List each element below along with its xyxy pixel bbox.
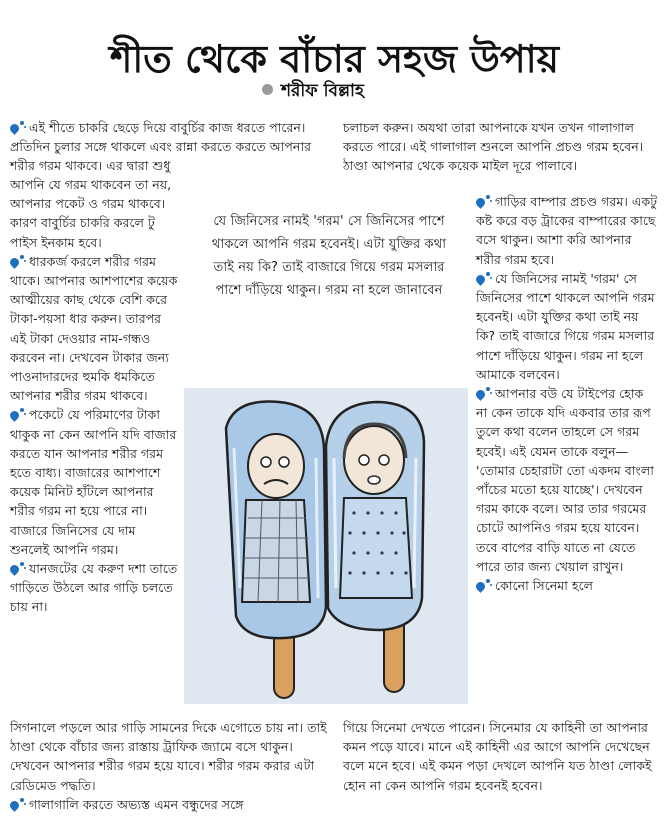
author-name: শরীফ বিল্লাহ	[281, 81, 364, 101]
pull-quote: যে জিনিসের নামই 'গরম' সে জিনিসের পাশে থাকলে আপনি গরম হবেনই। এটা যুক্তির কথা তাই নয় কি? তাই বাজারে গিয়ে গরম মসলার পাশে দাঁড়িয়ে থাকুন। গরম না হলে জানাবেন	[211, 214, 447, 298]
man-body	[242, 500, 310, 602]
woman-dress	[340, 498, 412, 598]
byline	[262, 80, 364, 102]
bottom-right-paragraph: গিয়ে সিনেমা দেখতে পারেন। সিনেমার যে কাহিনী তা আপনার কমন পড়ে যাবে। মানে এই কাহিনী এর আগে আপনি দেখেছেন বলে মনে হবে। এই কমন পড়া দেখলে আপনি যত ঠাণ্ডা লোকই হোন না কেন আপনি গরম হবেনই হবেন।	[343, 720, 652, 793]
water-drop-icon	[10, 562, 26, 574]
ice-pop-couple-cartoon	[184, 388, 468, 704]
bottom-left-paragraph: সিগনালে পড়লে আর গাড়ি সামনের দিকে এগোতে চায় না। তাই ঠাণ্ডা থেকে বাঁচার জন্য রাস্তায় ট্রাফিক জ্যামে বসে থাকুন। দেখবেন আপনার শরীর গরম হয়ে যাবে। শরীর গরম করার এটা রেডিমেড পদ্ধতি। গালাগালি করতে অভ্যস্ত এমন বন্ধুদের সঙ্গে	[10, 720, 327, 812]
right-column: গাড়ির বাম্পার প্রচণ্ড গরম। একটু কষ্ট করে বড় ট্রাকের বাম্পারের কাছে বসে থাকুন। আশা করি আপনার শরীর গরম হবে। যে জিনিসের নামই 'গরম' সে জিনিসের পাশে থাকলে আপনি গরম হবেনই। এটা যুক্তির কথা তাই নয় কি? তাই বাজারে গিয়ে গরম মসলার পাশে দাঁড়িয়ে থাকুন। গরম না হলে আমাকে বলবেন। আপনার বউ যে টাইপের হোক না কেন তাকে যদি একবার তার রূপ তুলে কথা বলেন তাহলে সে গরম হবেই। এই যেমন তাকে বলুন— 'তোমার চেহারাটা তো একদম বাংলা পাঁচের মতো হয়ে যাচ্ছে'। দেখবেন গরম কাকে বলে। আর তার গরমের চোটে আপনিও গরম হয়ে যাবেন। তবে বাপের বাড়ি যাতে না যেতে পারে তার জন্য খেয়াল রাখুন। কোনো সিনেমা হলে	[476, 194, 658, 594]
article-title: শীত থেকে বাঁচার সহজ উপায়	[109, 36, 560, 82]
top-right-paragraph: চলাচল করুন। অযথা তারা আপনাকে যখন তখন গালাগাল করতে পারে। এই গালাগাল শুনলে আপনি প্রচণ্ড গরম হবেন। ঠাণ্ডা আপনার থেকে কয়েক মাইল দূরে পালাবে।	[343, 120, 644, 174]
water-drop-icon	[10, 121, 26, 133]
woman-eye-right	[379, 455, 389, 465]
man-head	[248, 434, 304, 498]
man-eye-right	[279, 457, 289, 467]
woman-mouth	[368, 476, 380, 484]
man-eye-left	[261, 457, 271, 467]
water-drop-icon	[10, 408, 26, 420]
water-drop-icon	[476, 272, 492, 284]
water-drop-icon	[476, 579, 492, 591]
top-left-paragraph: এই শীতে চাকরি ছেড়ে দিয়ে বাবুর্চির কাজ ধরতে পারেন। প্রতিদিন চুলার সঙ্গে থাকলে এবং রান্না করতে করতে আপনার শরীর গরম থাকবে। এর দ্বারা শুধু	[10, 120, 312, 174]
bullet-dot-icon	[262, 84, 273, 95]
woman-eye-left	[359, 455, 369, 465]
water-drop-icon	[476, 387, 492, 399]
water-drop-icon	[10, 255, 26, 267]
water-drop-icon	[10, 798, 26, 810]
left-column: আপনি যে গরম থাকবেন তা নয়, আপনার পকেট ও গরম থাকবে। কারণ বাবুর্চির চাকরি করলে টু পাইস ইনকাম হবে। ধারকর্জ করলে শরীর গরম থাকে। আপনার আশপাশের কয়েক আত্মীয়ের কাছ থেকে বেশি করে টাকা-পয়সা ধার করুন। তারপর এই টাকা দেওয়ার নাম-গন্ধও করবেন না। দেখবেন টাকার জন্য পাওনাদারদের হুমকি ধমকিতে আপনার শরীর গরম থাকবে। পকেটে যে পরিমাণের টাকা থাকুক না কেন আপনি যদি বাজার করতে যান আপনার শরীর গরম হতে বাধ্য। বাজারের আশপাশে কয়েক মিনিট হাঁটলে আপনার শরীর গরম না হয়ে পারে না। বাজারে জিনিসের যে দাম শুনলেই আপনি গরম। যানজটের যে করুণ দশা তাতে গাড়িতে উঠলে আর গাড়ি চলতে চায় না।	[10, 177, 178, 615]
water-drop-icon	[476, 195, 492, 207]
cartoon-illustration	[184, 388, 468, 704]
